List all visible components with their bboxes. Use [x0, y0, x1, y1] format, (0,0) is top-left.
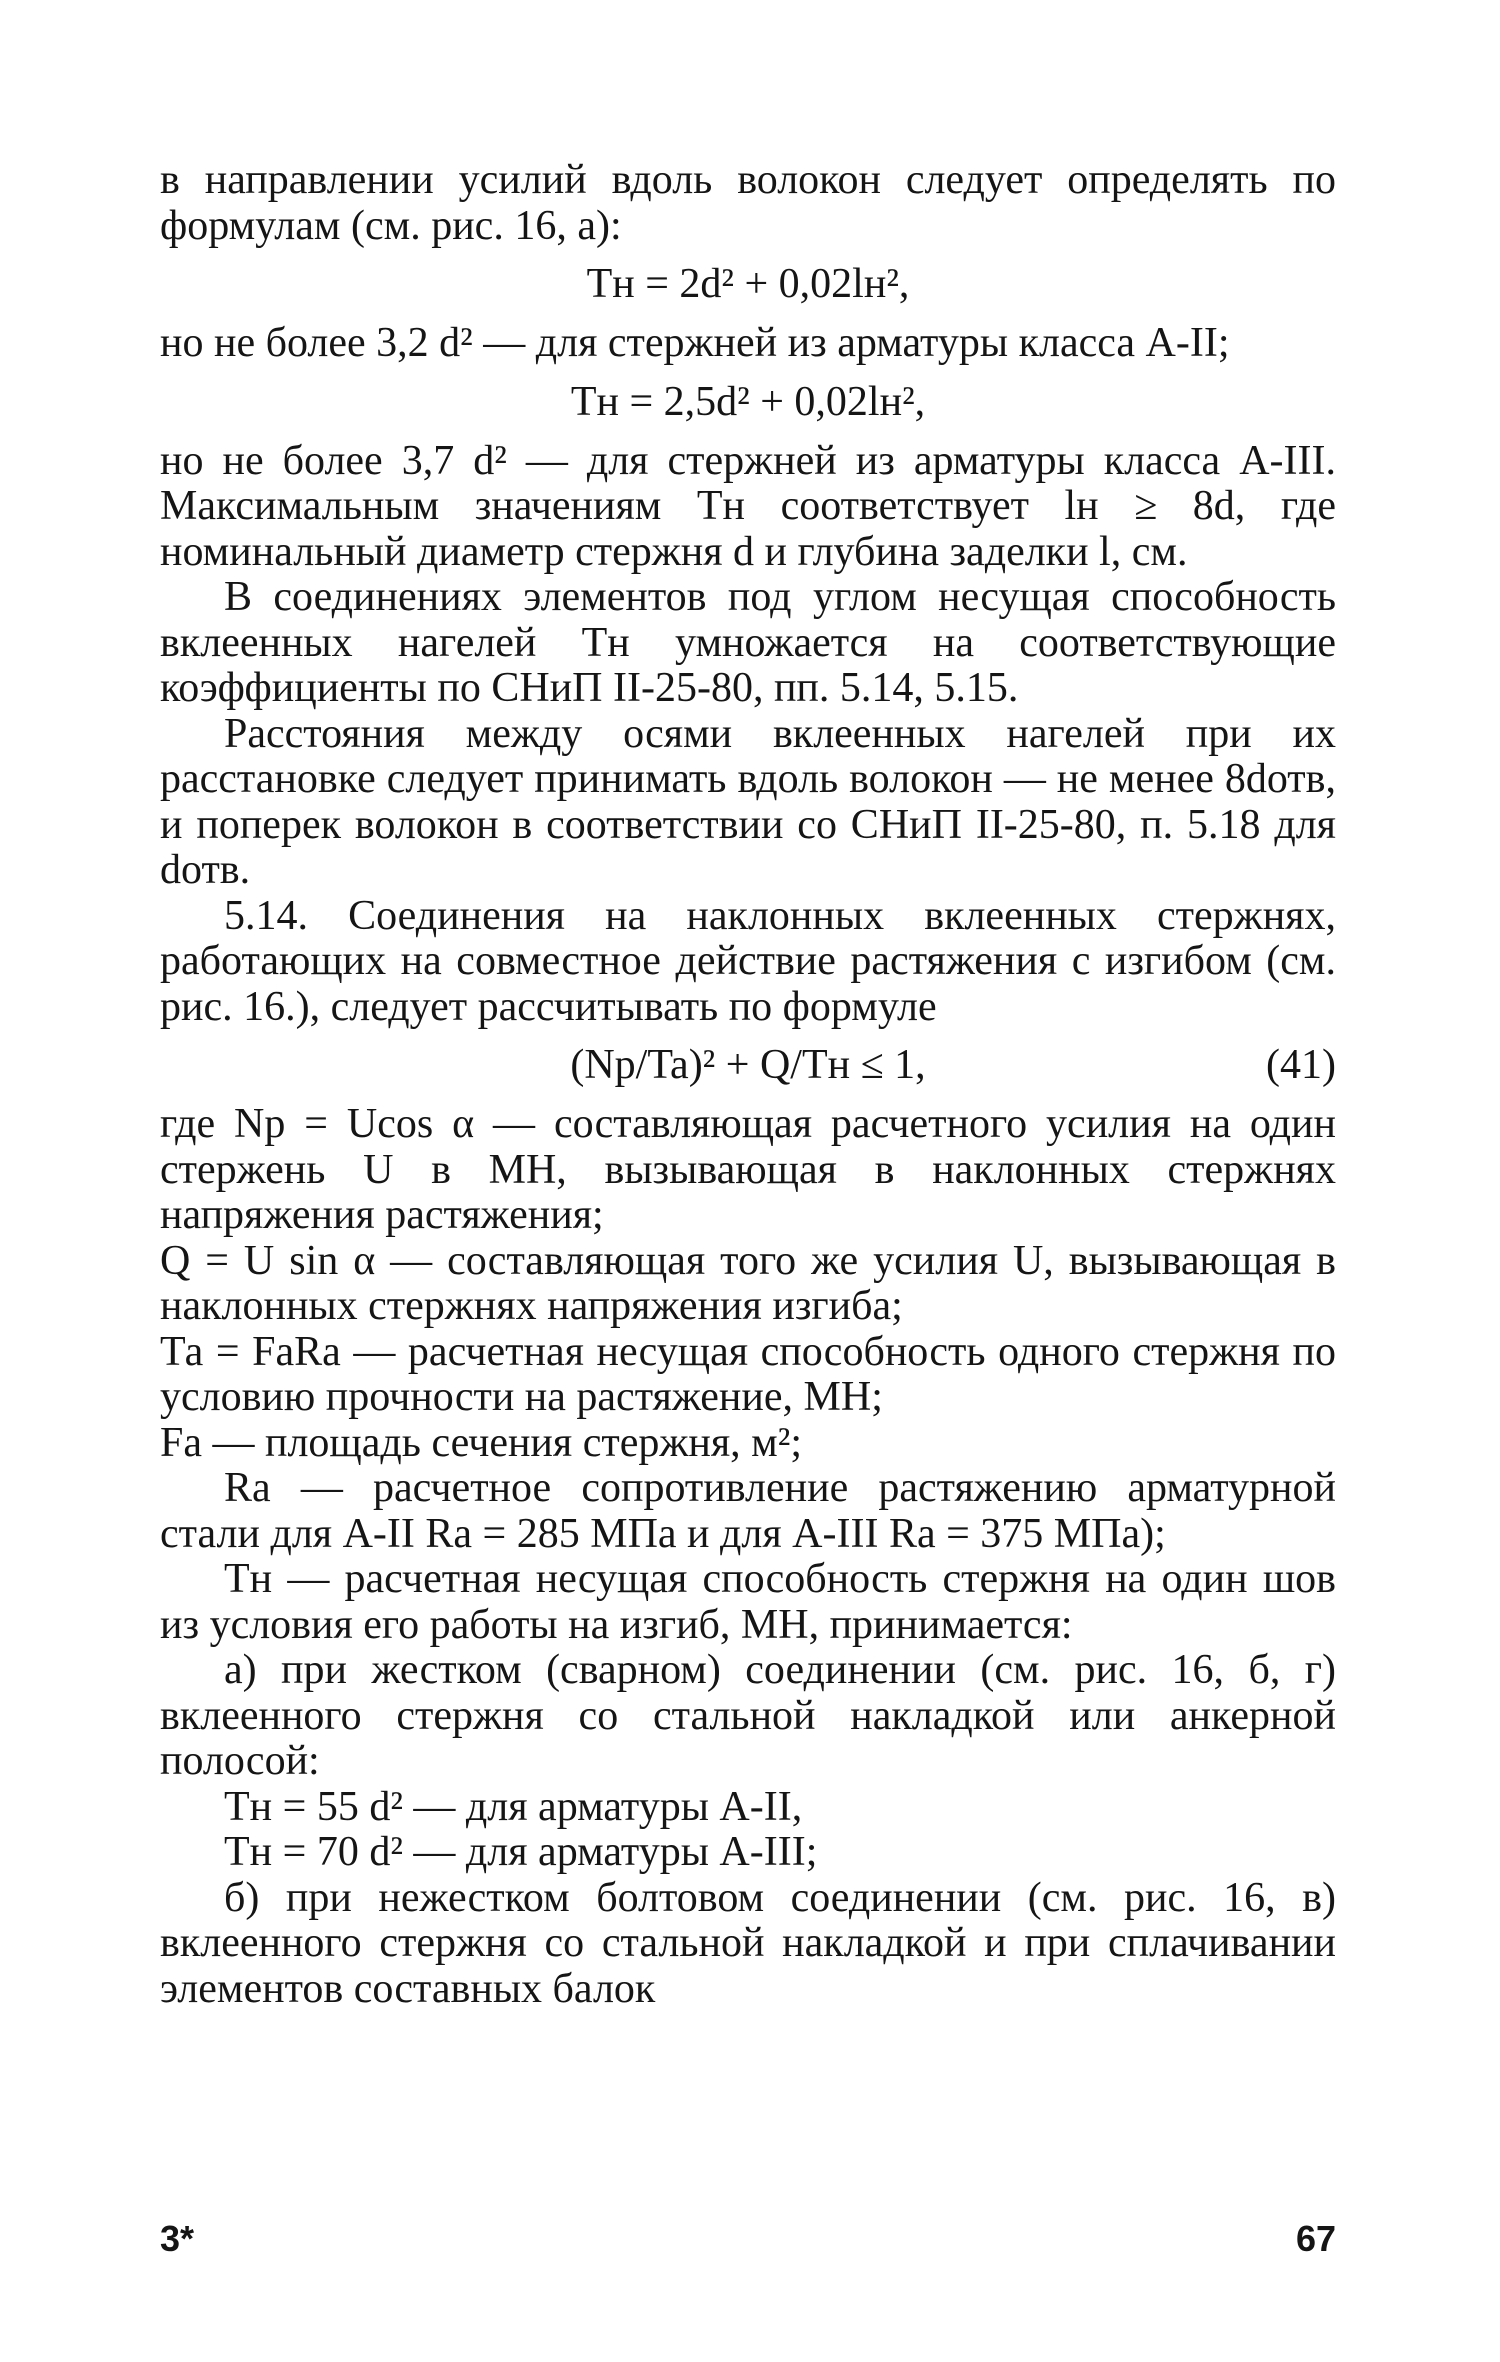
- case-bolted-joint: б) при нежестком болтовом соединении (см. рис. 16, в) вклеенного стержня со стальной накладкой и при сплачивании элементов составных балок: [160, 1874, 1336, 2012]
- definition-q: Q = U sin α — составляющая того же усилия U, вызывающая в наклонных стержнях напряжения изгиба;: [160, 1237, 1336, 1329]
- paragraph-spacing: Расстояния между осями вклеенных нагелей при их расстановке следует принимать вдоль волокон — не менее 8dотв, и поперек волокон в соответствии со СНиП II-25-80, п. 5.18 для dотв.: [160, 710, 1336, 893]
- formula-41: (Np/Ta)² + Q/Tн ≤ 1,: [570, 1042, 926, 1088]
- case-rigid-joint: а) при жестком (сварном) соединении (см. рис. 16, б, г) вклеенного стержня со стальной накладкой или анкерной полосой:: [160, 1647, 1336, 1784]
- definition-fa: Fа — площадь сечения стержня, м²;: [160, 1419, 803, 1466]
- paragraph-limit-a3: но не более 3,7 d² — для стержней из арматуры класса А-III. Максимальным значениям Тн соответствует lн ≥ 8d, где номинальный диаметр стержня d и глубина заделки l, см.: [160, 437, 1336, 575]
- definition-ra: Rа — расчетное сопротивление растяжению арматурной стали для А-II Rа = 285 МПа и для А-III Rа = 375 МПа);: [160, 1465, 1336, 1557]
- formula-tn-a3: Тн = 70 d² — для арматуры А-III;: [224, 1829, 818, 1875]
- formula-class-a2: Тн = 2d² + 0,02lн²,: [586, 261, 910, 307]
- paragraph-angle-joints: В соединениях элементов под углом несущая способность вклеенных нагелей Тн умножается на соответствующие коэффициенты по СНиП II-25-80, пп. 5.14, 5.15.: [160, 574, 1336, 711]
- page-body: [160, 158, 1336, 2012]
- page-number: 67: [1295, 2218, 1336, 2259]
- paragraph-limit-a2: но не более 3,2 d² — для стержней из арматуры класса А-II;: [160, 320, 1230, 366]
- paragraph-section-5-14: 5.14. Соединения на наклонных вклеенных стержнях, работающих на совместное действие растяжения с изгибом (см. рис. 16.), следует рассчитывать по формуле: [160, 892, 1336, 1030]
- formula-number: (41): [1266, 1042, 1336, 1088]
- page-footer: [160, 2218, 1336, 2260]
- formula-class-a3: Тн = 2,5d² + 0,02lн²,: [570, 378, 926, 425]
- signature-mark: 3*: [160, 2218, 195, 2259]
- definition-tn: Тн — расчетная несущая способность стержня на один шов из условия его работы на изгиб, МН, принимается:: [160, 1556, 1336, 1648]
- formula-41-row: [160, 1042, 1336, 1088]
- definition-np: где Np = Ucos α — составляющая расчетного усилия на один стержень U в МН, вызывающая в наклонных стержнях напряжения растяжения;: [160, 1101, 1336, 1238]
- definition-ta: Та = FаRа — расчетная несущая способность одного стержня по условию прочности на растяжение, МН;: [160, 1328, 1336, 1420]
- formula-tn-a2: Тн = 55 d² — для арматуры А-II,: [224, 1783, 803, 1830]
- paragraph-intro: в направлении усилий вдоль волокон следует определять по формулам (см. рис. 16, а):: [160, 157, 1336, 249]
